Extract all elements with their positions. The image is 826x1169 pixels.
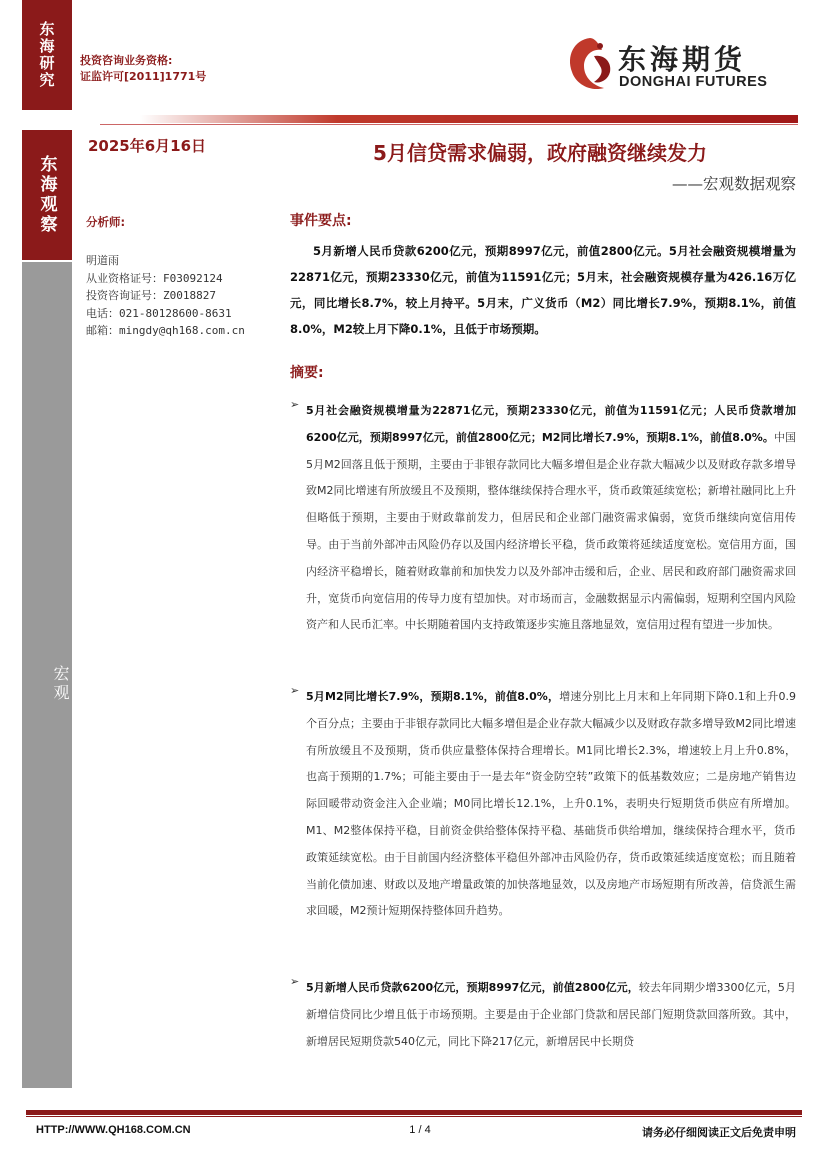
bullet3-text: 较去年同期少增3300亿元，5月新增信贷同比少增且低于市场预期。主要是由于企业部门贷款和居民部门短期贷款回落所致。其中，新增居民短期贷款540亿元，同比下降217亿元，新增居民中长期贷 — [306, 981, 797, 1048]
analyst-cert1: 从业资格证号：F03092124 — [86, 271, 223, 285]
side-tab-observation: 东海观察 — [22, 130, 72, 260]
events-text: 5月新增人民币贷款6200亿元，预期8997亿元，前值2800亿元。5月社会融资规模增量为22871亿元，预期23330亿元，前值为11591亿元；5月末，社会融资规模存量为426.16万亿元，同比增长8.7%，较上月持平。5月末，广义货币（M2）同比增长7.9%，预期8.1%，前值8.0%，M2较上月下降0.1%，且低于市场预期。 — [290, 244, 796, 336]
brand-top-tab: 东海研究 — [22, 0, 72, 110]
bullet3-bold: 5月新增人民币贷款6200亿元，预期8997亿元，前值2800亿元， — [306, 981, 639, 994]
footer-disclaimer: 请务必仔细阅读正文后免责申明 — [642, 1126, 796, 1139]
bullet1-text: 中国5月M2回落且低于预期，主要由于非银存款同比大幅多增但是企业存款大幅减少以及财政存款多增导致M2同比增速有所放缓且不及预期，整体继续保持合理水平，货币政策延续宽松；新增社融同比上升但略低于预期，主要由于财政靠前发力，但居民和企业部门融资需求偏弱，宽货币继续向宽信用传导。由于当前外部冲击风险仍存以及国内经济增长平稳，货币政策将延续适度宽松。宽信用方面，国内经济平稳增长，随着财政靠前和加快发力以及外部冲击缓和后，企业、居民和政府部门融资需求回升，宽货币向宽信用的传导力度有望加快。对市场而言，金融数据显示内需偏弱，短期利空国内风险资产和人民币汇率。中长期随着国内支持政策逐步实施且落地显效，宽信用过程有望进一步加快。 — [306, 430, 797, 632]
license-line2: 证监许可[2011]1771号 — [80, 70, 207, 83]
analyst-email[interactable]: 邮箱：mingdy@qh168.com.cn — [86, 324, 245, 337]
summary-bullet-2 — [290, 684, 796, 925]
analyst-info — [86, 252, 245, 340]
donghai-logo-icon — [560, 30, 620, 100]
logo-english: DONGHAI FUTURES — [619, 74, 768, 90]
analyst-label: 分析师: — [86, 215, 126, 229]
footer-divider-thin — [26, 1116, 802, 1117]
summary-heading: 摘要: — [290, 365, 324, 381]
footer-page-number: 1 / 4 — [409, 1124, 431, 1136]
bullet1-bold: 5月社会融资规模增量为22871亿元，预期23330亿元，前值为11591亿元；人民币贷款增加6200亿元，预期8997亿元，前值2800亿元；M2同比增长7.9%，预期8.1%，前值8.0%。 — [306, 404, 796, 444]
analyst-cert2: 投资咨询证号：Z0018827 — [86, 289, 216, 302]
summary-bullet-3 — [290, 975, 796, 1055]
footer-divider — [26, 1110, 802, 1115]
report-title: 5月信贷需求偏弱，政府融资继续发力 — [373, 141, 707, 165]
bullet-arrow-icon: ➢ — [290, 684, 300, 697]
header-divider — [140, 115, 798, 123]
report-date: 2025年6月16日 — [88, 137, 207, 155]
analyst-name: 明道雨 — [86, 254, 119, 267]
events-heading: 事件要点: — [290, 213, 352, 229]
footer-url[interactable]: HTTP://WWW.QH168.COM.CN — [36, 1124, 191, 1136]
license-info — [80, 53, 206, 85]
bullet-arrow-icon: ➢ — [290, 975, 300, 988]
summary-bullet-1 — [290, 398, 796, 639]
license-line1: 投资咨询业务资格: — [80, 54, 173, 67]
side-tab-macro: 宏观 — [22, 262, 72, 1088]
report-subtitle: ——宏观数据观察 — [671, 175, 796, 193]
logo-chinese: 东海期货 — [618, 43, 747, 76]
bullet-arrow-icon: ➢ — [290, 398, 300, 411]
header-divider-thin — [100, 124, 798, 125]
bullet2-bold: 5月M2同比增长7.9%，预期8.1%，前值8.0%， — [306, 690, 560, 703]
analyst-phone: 电话：021-80128600-8631 — [86, 306, 232, 320]
bullet2-text: 增速分别比上月末和上年同期下降0.1和上升0.9个百分点；主要由于非银存款同比大幅多增但是企业存款大幅减少以及财政存款多增导致M2同比增速有所放缓且不及预期，货币供应量整体保持合理增长。M1同比增长2.3%，增速较上月上升0.8%，也高于预期的1.7%；可能主要由于一是去年“资金防空转”政策下的低基数效应；二是房地产销售边际回暖带动资金注入企业端；M0同比增长12.1%，上升0.1%，表明央行短期货币供应有所增加。M1、M2整体保持平稳，目前资金供给整体保持平稳、基础货币供给增加，继续保持合理水平，货币政策延续宽松。由于目前国内经济整体平稳但外部冲击风险仍存，货币政策延续适度宽松；而且随着当前化债加速、财政以及地产增量政策的加快落地显效，以及房地产市场短期有所改善，信贷派生需求回暖，M2预计短期保持整体回升趋势。 — [306, 690, 796, 918]
